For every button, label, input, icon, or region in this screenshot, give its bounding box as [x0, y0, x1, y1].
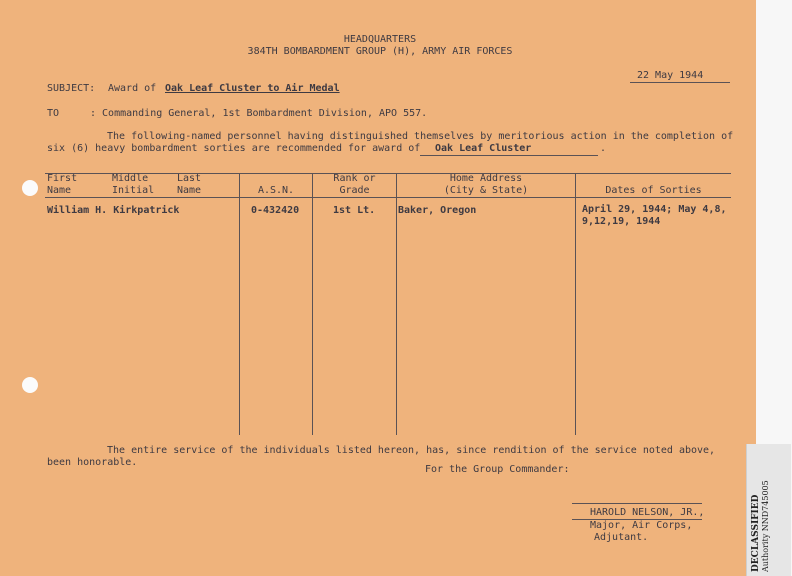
date-underline: [630, 82, 730, 83]
row-name: William H. Kirkpatrick: [47, 205, 180, 216]
footer-line-2: been honorable.: [47, 457, 138, 468]
table-header-rule: [45, 197, 731, 198]
header-first-line-2: Name: [47, 185, 72, 196]
punch-hole: [22, 377, 38, 393]
header-rank-line-1: Rank or: [333, 173, 376, 184]
header-rank-line-2: Grade: [339, 185, 370, 196]
header-address-line-2: (City & State): [443, 185, 529, 196]
row-asn: 0-432420: [251, 205, 300, 216]
declassified-authority: Authority NND745005: [761, 480, 770, 572]
header-middle-line-2: Initial: [112, 185, 155, 196]
signatory-role: Adjutant.: [594, 532, 649, 543]
to-label: TO: [47, 108, 60, 119]
header-first-line-1: First: [47, 173, 78, 184]
header-asn: A.S.N.: [257, 185, 295, 196]
subject-prefix: Award of: [108, 83, 157, 94]
header-line-1: HEADQUARTERS: [343, 34, 417, 45]
award-underline: [420, 155, 598, 156]
footer-line-1: The entire service of the individuals listed hereon, has, since rendition of the service noted above,: [107, 445, 716, 456]
column-divider: [239, 173, 240, 435]
signature-line: [572, 503, 702, 504]
to-text: : Commanding General, 1st Bombardment Division, APO 557.: [90, 108, 428, 119]
intro-line-2-award: Oak Leaf Cluster: [435, 143, 532, 154]
declassified-stamp: [746, 444, 791, 576]
header-dates: Dates of Sorties: [605, 185, 702, 196]
header-line-2: 384TH BOMBARDMENT GROUP (H), ARMY AIR FORCES: [247, 46, 513, 57]
header-last-line-2: Name: [177, 185, 202, 196]
for-group-commander: For the Group Commander:: [425, 464, 570, 475]
row-address: Baker, Oregon: [398, 205, 477, 216]
header-last-line-1: Last: [177, 173, 202, 184]
header-middle-line-1: Middle: [112, 173, 149, 184]
row-dates-line-1: April 29, 1944; May 4,8,: [582, 204, 727, 215]
intro-line-2-prefix: six (6) heavy bombardment sorties are recommended for award of: [47, 143, 421, 154]
declassified-label: DECLASSIFIED: [751, 494, 761, 572]
intro-line-2-end: .: [600, 143, 607, 154]
intro-line-1: The following-named personnel having distinguished themselves by meritorious action in the completion of: [107, 131, 734, 142]
subject-award: Oak Leaf Cluster to Air Medal: [165, 83, 340, 94]
subject-label: SUBJECT:: [47, 83, 96, 94]
column-divider: [575, 173, 576, 435]
row-dates-line-2: 9,12,19, 1944: [582, 216, 661, 227]
signatory-title: Major, Air Corps,: [590, 520, 693, 531]
document-date: 22 May 1944: [637, 70, 704, 81]
column-divider: [396, 173, 397, 435]
signatory-name: HAROLD NELSON, JR.,: [590, 507, 705, 518]
column-divider: [312, 173, 313, 435]
row-rank: 1st Lt.: [333, 205, 376, 216]
punch-hole: [22, 180, 38, 196]
header-address-line-1: Home Address: [449, 173, 523, 184]
